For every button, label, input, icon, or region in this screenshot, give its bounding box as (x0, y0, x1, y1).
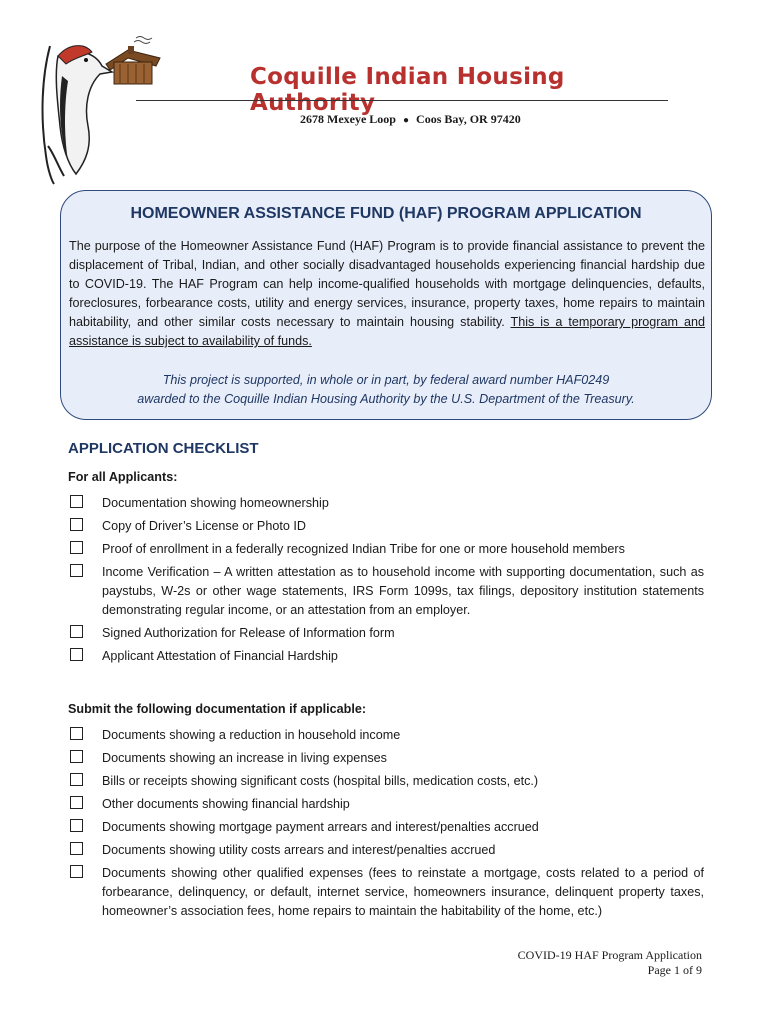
list-item (68, 726, 704, 745)
checkbox[interactable] (70, 750, 83, 763)
list-item (68, 841, 704, 860)
page-footer (518, 948, 702, 978)
woodpecker-logo (28, 36, 178, 186)
item-label: Other documents showing financial hardship (102, 797, 350, 811)
if-applicable-heading: Submit the following documentation if applicable: (68, 702, 367, 716)
footer-page-number: Page 1 of 9 (647, 963, 702, 977)
item-label: Bills or receipts showing significant costs (hospital bills, medication costs, etc.) (102, 774, 539, 788)
list-item (68, 540, 704, 559)
checkbox[interactable] (70, 495, 83, 508)
footer-document-name: COVID-19 HAF Program Application (517, 948, 702, 962)
checkbox[interactable] (70, 541, 83, 554)
checkbox[interactable] (70, 819, 83, 832)
checkbox[interactable] (70, 564, 83, 577)
award-line-1: This project is supported, in whole or in part, by federal award number HAF0249 (162, 373, 610, 387)
item-label: Documentation showing homeownership (102, 496, 329, 510)
item-label: Proof of enrollment in a federally recognized Indian Tribe for one or more household members (102, 542, 625, 556)
checkbox[interactable] (70, 727, 83, 740)
list-item (68, 647, 704, 666)
item-label: Income Verification – A written attestation as to household income with supporting documentation, such as paystubs, W-2s or other wage statements, IRS Form 1099s, tax filings, depository institution statements demonstrating regular income, or an attestation from an employer. (102, 565, 704, 617)
list-item (68, 795, 704, 814)
bullet-separator: ● (402, 115, 410, 126)
list-item (68, 749, 704, 768)
item-label: Signed Authorization for Release of Information form (102, 626, 395, 640)
birdhouse-icon (106, 37, 160, 85)
list-item (68, 494, 704, 513)
checkbox[interactable] (70, 625, 83, 638)
list-item (68, 624, 704, 643)
all-applicants-checklist (68, 494, 704, 670)
checkbox[interactable] (70, 842, 83, 855)
item-label: Copy of Driver’s License or Photo ID (102, 519, 306, 533)
checkbox[interactable] (70, 648, 83, 661)
all-applicants-heading: For all Applicants: (68, 470, 178, 484)
item-label: Documents showing utility costs arrears and interest/penalties accrued (102, 843, 496, 857)
organization-name: Coquille Indian Housing Authority (250, 64, 565, 116)
list-item (68, 563, 704, 620)
item-label: Documents showing mortgage payment arrears and interest/penalties accrued (102, 820, 539, 834)
checkbox[interactable] (70, 796, 83, 809)
program-info-box (60, 190, 712, 420)
item-label: Documents showing other qualified expenses (fees to reinstate a mortgage, costs related to a period of forbearance, delinquency, or default, internet service, homeowners insurance, delinquent property taxes, homeowner’s association fees, home repairs to maintain the habitability of the home, etc.) (102, 866, 704, 918)
organization-address (300, 112, 521, 127)
address-city: Coos Bay, OR 97420 (416, 112, 521, 126)
checkbox[interactable] (70, 518, 83, 531)
list-item (68, 864, 704, 921)
award-line-2: awarded to the Coquille Indian Housing Authority by the U.S. Department of the Treasury. (137, 392, 635, 406)
item-label: Applicant Attestation of Financial Hardship (102, 649, 338, 663)
application-title: HOMEOWNER ASSISTANCE FUND (HAF) PROGRAM APPLICATION (130, 205, 642, 222)
list-item (68, 818, 704, 837)
availability-notice: This is a temporary program and assistance is subject to availability of funds. (69, 315, 706, 348)
checkbox[interactable] (70, 865, 83, 878)
if-applicable-checklist (68, 726, 704, 925)
item-label: Documents showing a reduction in household income (102, 728, 401, 742)
checklist-heading: APPLICATION CHECKLIST (68, 440, 259, 457)
list-item (68, 772, 704, 791)
federal-award-notice (61, 371, 711, 409)
checkbox[interactable] (70, 773, 83, 786)
list-item (68, 517, 704, 536)
purpose-text: The purpose of the Homeowner Assistance Fund (HAF) Program is to provide financial assistance to prevent the displacement of Tribal, Indian, and other socially disadvantaged households experiencing financial hardship due to COVID-19. The HAF Program can help income-qualified households with mortgage delinquencies, defaults, foreclosures, forbearance costs, utility and energy services, insurance, property taxes, home repairs to maintain habitability, and other similar costs necessary to maintain housing stability. (69, 239, 705, 329)
header-divider (136, 100, 668, 101)
item-label: Documents showing an increase in living expenses (102, 751, 387, 765)
program-purpose (69, 237, 705, 351)
address-street: 2678 Mexeye Loop (300, 112, 396, 126)
